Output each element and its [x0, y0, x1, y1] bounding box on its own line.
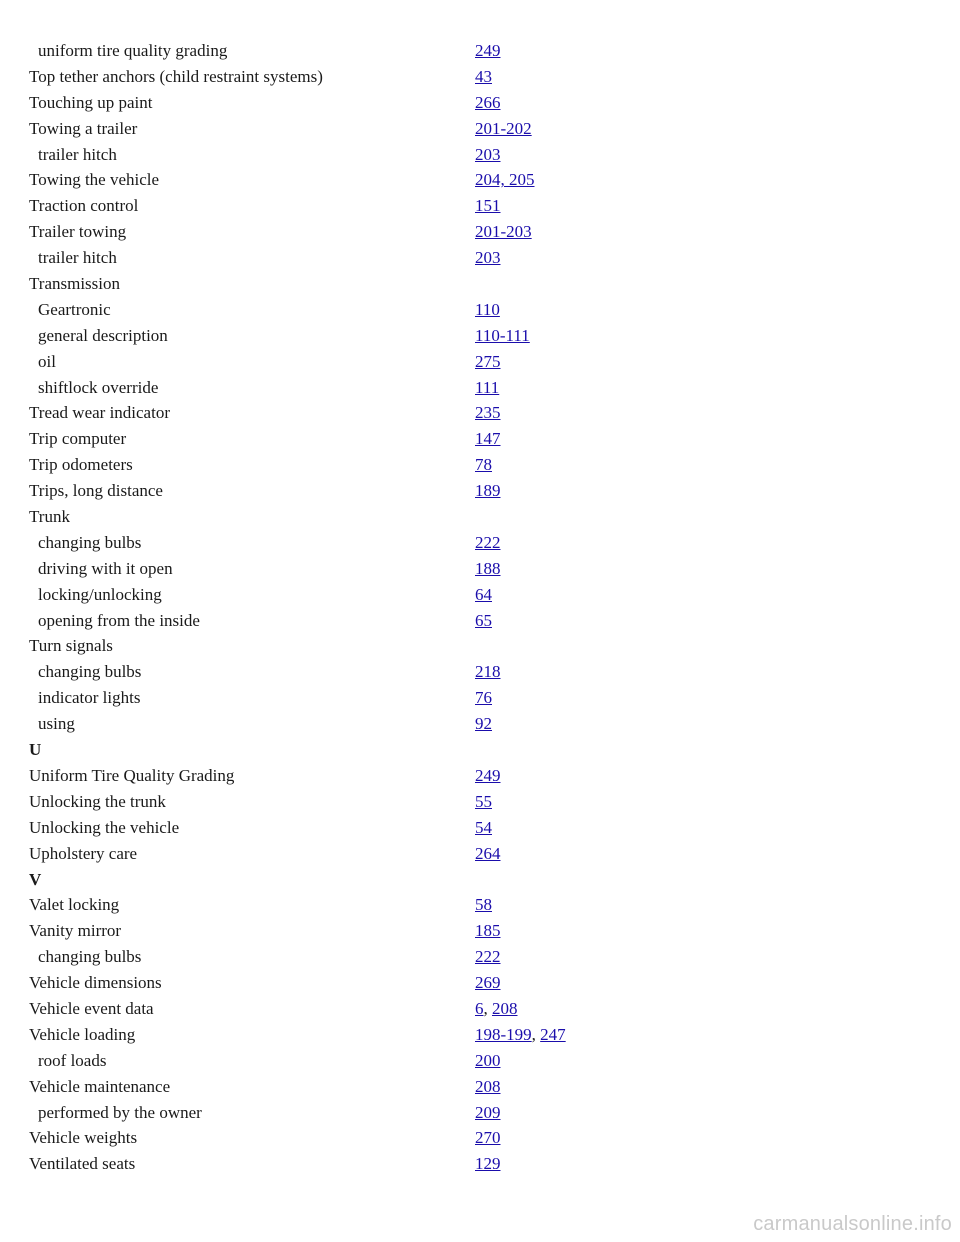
index-term: trailer hitch [38, 248, 117, 268]
page-link[interactable]: 222 [475, 532, 501, 552]
page-link[interactable]: 249 [475, 765, 501, 785]
index-term: opening from the inside [38, 610, 200, 630]
page-link[interactable]: 43 [475, 66, 492, 86]
page-link[interactable]: 249 [475, 41, 501, 60]
page-link[interactable]: 54 [475, 817, 492, 837]
index-entry [29, 815, 929, 841]
page-references [475, 685, 492, 711]
index-term: Turn signals [29, 636, 113, 656]
page-link[interactable]: 247 [540, 1024, 566, 1044]
index-term: performed by the owner [38, 1102, 202, 1122]
page-references [475, 1074, 501, 1100]
index-entry [29, 400, 929, 426]
index-term: Vehicle loading [29, 1024, 136, 1044]
page-references [475, 996, 518, 1022]
page-link[interactable]: 78 [475, 455, 492, 475]
index-subentry [29, 245, 929, 271]
index-term: changing bulbs [38, 662, 142, 682]
page-references [475, 892, 492, 918]
page-link[interactable]: 270 [475, 1128, 501, 1148]
page-references [475, 556, 501, 582]
page-references [475, 763, 501, 789]
page-link[interactable]: 235 [475, 403, 501, 423]
index-subentry [29, 375, 929, 401]
page-link[interactable]: 266 [475, 92, 501, 112]
index-term: using [38, 714, 75, 734]
index-subentry [29, 582, 929, 608]
index-entry [29, 1125, 929, 1151]
index-subentry [29, 711, 929, 737]
page-link[interactable]: 151 [475, 196, 501, 216]
page-link[interactable]: 208 [475, 1076, 501, 1096]
index-term: changing bulbs [38, 532, 142, 552]
index-subentry [29, 659, 929, 685]
index-term: uniform tire quality grading [38, 41, 228, 60]
page-references [475, 1048, 501, 1074]
index-term: Geartronic [38, 299, 111, 319]
page-references [475, 349, 501, 375]
index-entry [29, 167, 929, 193]
page-references [475, 167, 535, 193]
page-references [475, 245, 501, 271]
page-link[interactable]: 204, 205 [475, 170, 535, 190]
page-link[interactable]: 203 [475, 248, 501, 268]
index-term: Uniform Tire Quality Grading [29, 765, 235, 785]
page-link[interactable]: 55 [475, 791, 492, 811]
index-entry [29, 64, 929, 90]
index-entry [29, 763, 929, 789]
page-references [475, 142, 501, 168]
index-term: Unlocking the trunk [29, 791, 166, 811]
index-entry [29, 504, 929, 530]
page-references [475, 1125, 501, 1151]
index-term: Ventilated seats [29, 1154, 136, 1174]
index-entry [29, 789, 929, 815]
index-subentry [29, 323, 929, 349]
page-references [475, 478, 501, 504]
page-references [475, 530, 501, 556]
page-link[interactable]: 6 [475, 998, 484, 1018]
index-subentry [29, 556, 929, 582]
page-references [475, 193, 501, 219]
page-references [475, 452, 492, 478]
index-entry [29, 452, 929, 478]
page-link[interactable]: 110 [475, 299, 500, 319]
index-term: Touching up paint [29, 92, 153, 112]
page-references [475, 918, 501, 944]
page-references [475, 1100, 501, 1126]
index-subentry [29, 685, 929, 711]
page-link[interactable]: 147 [475, 429, 501, 449]
index-letter-heading [29, 867, 929, 893]
page-link[interactable]: 275 [475, 351, 501, 371]
index-term: U [29, 740, 42, 760]
index-entry [29, 193, 929, 219]
page-link[interactable]: 185 [475, 921, 501, 941]
page-link[interactable]: 198-199 [475, 1024, 532, 1044]
index-entry [29, 90, 929, 116]
page-link[interactable]: 92 [475, 714, 492, 734]
index-term: Vanity mirror [29, 921, 122, 941]
index-subentry [29, 608, 929, 634]
index-subentry [29, 297, 929, 323]
page-link[interactable]: 269 [475, 973, 501, 993]
page-link[interactable]: 65 [475, 610, 492, 630]
page-references [475, 1151, 501, 1177]
index-term: general description [38, 325, 168, 345]
page-separator: , [483, 998, 492, 1018]
index-list [29, 38, 929, 1177]
index-term: Towing a trailer [29, 118, 138, 138]
index-entry [29, 1151, 929, 1177]
page-references [475, 815, 492, 841]
index-term: driving with it open [38, 558, 173, 578]
page-references [475, 297, 500, 323]
index-term: Towing the vehicle [29, 170, 160, 190]
page-references [475, 426, 501, 452]
page-link[interactable]: 129 [475, 1154, 501, 1174]
index-entry [29, 1074, 929, 1100]
page-link[interactable]: 209 [475, 1102, 501, 1122]
page-separator: , [531, 1024, 541, 1044]
index-term: Tread wear indicator [29, 403, 170, 423]
page-link[interactable]: 111 [475, 377, 500, 397]
index-term: V [29, 869, 42, 889]
page-link[interactable]: 58 [475, 895, 492, 915]
index-subentry [29, 349, 929, 375]
index-term: Trunk [29, 507, 70, 527]
page-link[interactable]: 110-111 [475, 325, 530, 345]
index-term: Vehicle event data [29, 998, 154, 1018]
index-letter-heading [29, 737, 929, 763]
index-entry [29, 892, 929, 918]
page-link[interactable]: 264 [475, 843, 501, 863]
index-entry [29, 219, 929, 245]
index-term: Traction control [29, 196, 139, 216]
page-link[interactable]: 203 [475, 144, 501, 164]
index-term: Trailer towing [29, 222, 127, 242]
page-link[interactable]: 64 [475, 584, 492, 604]
page-references [475, 970, 501, 996]
index-term: Transmission [29, 274, 121, 294]
index-term: trailer hitch [38, 144, 117, 164]
index-term: roof loads [38, 1050, 107, 1070]
index-term: oil [38, 351, 56, 371]
index-term: Trip computer [29, 429, 127, 449]
page-references [475, 64, 492, 90]
index-subentry [29, 530, 929, 556]
index-subentry [29, 38, 929, 64]
page-references [475, 841, 501, 867]
page-link[interactable]: 76 [475, 688, 492, 708]
index-entry [29, 426, 929, 452]
page-references [475, 608, 492, 634]
page-link[interactable]: 201-203 [475, 222, 532, 242]
index-entry [29, 841, 929, 867]
index-term: Vehicle dimensions [29, 973, 162, 993]
page-references [475, 659, 501, 685]
index-entry [29, 1022, 929, 1048]
page-link[interactable]: 188 [475, 558, 501, 578]
page-link[interactable]: 208 [492, 998, 518, 1018]
site-watermark: carmanualsonline.info [753, 1213, 952, 1235]
index-term: Valet locking [29, 895, 120, 915]
index-subentry [29, 944, 929, 970]
page-link[interactable]: 201-202 [475, 118, 532, 138]
index-subentry [29, 1100, 929, 1126]
page-link[interactable]: 200 [475, 1050, 501, 1070]
page-link[interactable]: 222 [475, 947, 501, 967]
index-term: Top tether anchors (child restraint systems) [29, 66, 323, 86]
page-references [475, 219, 532, 245]
index-entry [29, 970, 929, 996]
page-references [475, 116, 532, 142]
index-subentry [29, 1048, 929, 1074]
index-entry [29, 996, 929, 1022]
page-references [475, 711, 492, 737]
page-references [475, 400, 501, 426]
page-references [475, 90, 501, 116]
page-references [475, 323, 530, 349]
page-references [475, 1022, 566, 1048]
index-term: Vehicle maintenance [29, 1076, 171, 1096]
index-entry [29, 478, 929, 504]
index-term: Trips, long distance [29, 481, 163, 501]
index-subentry [29, 142, 929, 168]
page-link[interactable]: 189 [475, 481, 501, 501]
index-term: changing bulbs [38, 947, 142, 967]
index-term: locking/unlocking [38, 584, 162, 604]
index-entry [29, 918, 929, 944]
page-references [475, 944, 501, 970]
index-entry [29, 633, 929, 659]
index-entry [29, 271, 929, 297]
index-term: Trip odometers [29, 455, 133, 475]
index-term: Vehicle weights [29, 1128, 138, 1148]
index-term: shiftlock override [38, 377, 159, 397]
index-term: indicator lights [38, 688, 141, 708]
index-term: Upholstery care [29, 843, 138, 863]
page-references [475, 38, 501, 64]
page-link[interactable]: 218 [475, 662, 501, 682]
index-entry [29, 116, 929, 142]
page-references [475, 789, 492, 815]
page-references [475, 375, 499, 401]
page-references [475, 582, 492, 608]
index-term: Unlocking the vehicle [29, 817, 180, 837]
